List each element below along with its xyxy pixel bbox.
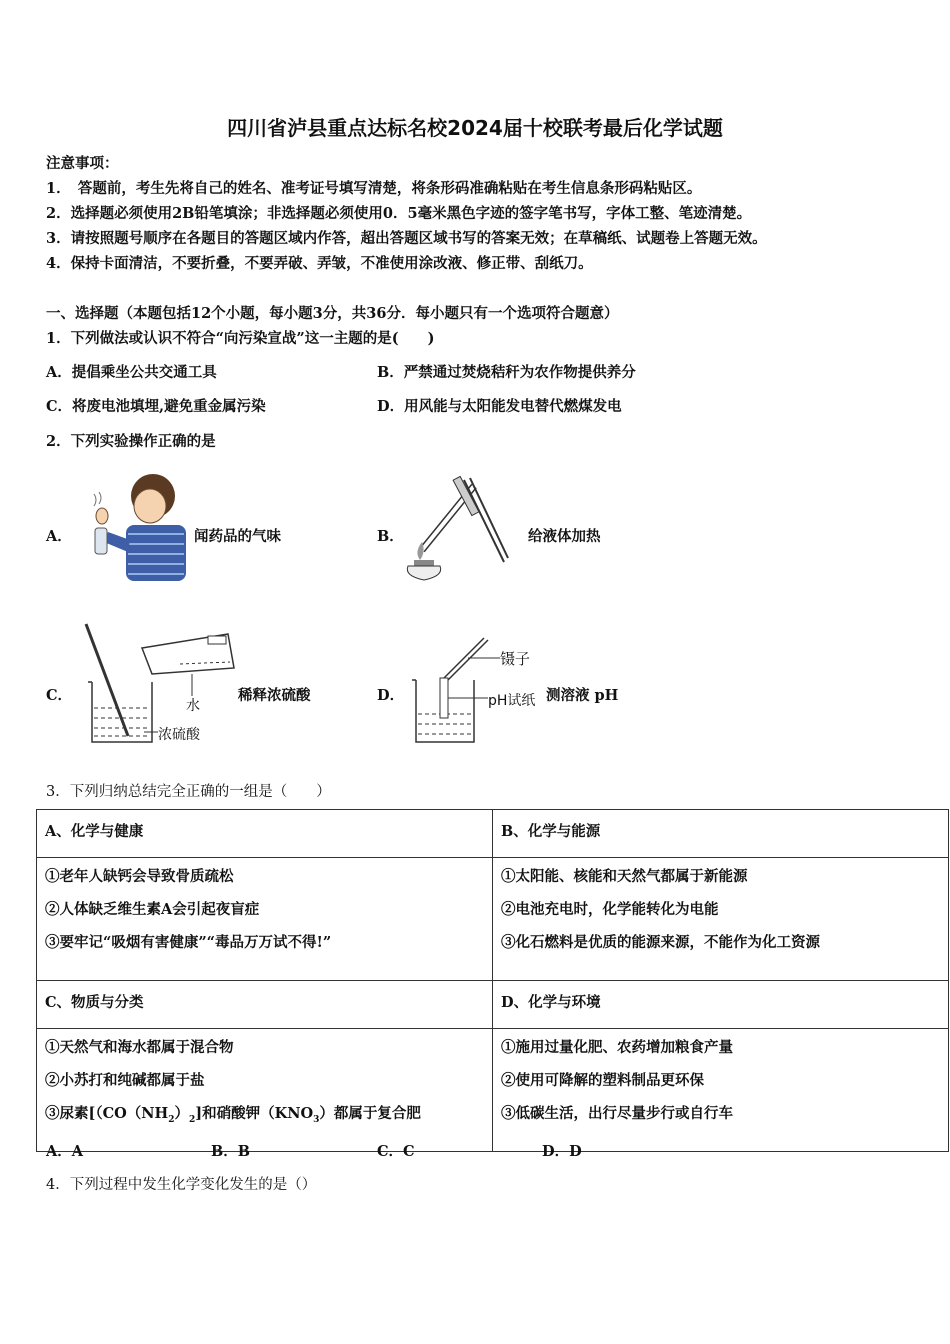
option-d: D．D xyxy=(542,1143,582,1160)
cell-line: ②使用可降解的塑料制品更环保 xyxy=(501,1072,704,1089)
option-c: C．C xyxy=(377,1143,415,1160)
option-b: B．B xyxy=(211,1143,251,1160)
cell-line: ①老年人缺钙会导致骨质疏松 xyxy=(45,868,234,885)
option-d-caption: 测溶液 pH xyxy=(546,687,619,704)
section-heading: 一、选择题（本题包括12个小题，每小题3分，共36分．每小题只有一个选项符合题意） xyxy=(46,305,619,322)
cell-line: ①施用过量化肥、农药增加粮食产量 xyxy=(501,1039,733,1056)
option-a-caption: 闻药品的气味 xyxy=(194,528,281,545)
cell-line: ③要牢记“吸烟有害健康”“毒品万万试不得!” xyxy=(45,934,332,951)
notice-item: 3．请按照题号顺序在各题目的答题区域内作答，超出答题区域书写的答案无效；在草稿纸、试题卷上答题无效。 xyxy=(46,230,767,247)
option-a-letter: A． xyxy=(46,528,72,545)
notice-item: 1． 答题前，考生先将自己的姓名、准考证号填写清楚，将条形码准确粘贴在考生信息条形码粘贴区。 xyxy=(46,180,702,197)
notice-item: 4．保持卡面清洁，不要折叠，不要弄破、弄皱，不准使用涂改液、修正带、刮纸刀。 xyxy=(46,255,593,272)
option-b: B．严禁通过焚烧秸秆为农作物提供养分 xyxy=(377,364,636,381)
label-tweezers: 镊子 xyxy=(500,650,531,668)
q3-table xyxy=(36,809,949,1152)
heating-figure xyxy=(404,472,516,584)
notice-heading: 注意事项： xyxy=(46,155,119,172)
option-c-caption: 稀释浓硫酸 xyxy=(238,687,311,704)
question-stem: 4．下列过程中发生化学变化发生的是（） xyxy=(46,1177,317,1193)
label-ph-paper: pH试纸 xyxy=(488,693,536,709)
cell-line-formula: ③尿素[$(CO(NH_2)_2]$和硝酸钾$(KNO_3)$都属于复合肥 xyxy=(45,1105,421,1125)
option-d: D．用风能与太阳能发电替代燃煤发电 xyxy=(377,398,622,415)
cell-b-head: B、化学与能源 xyxy=(493,810,949,858)
question-stem: 2．下列实验操作正确的是 xyxy=(46,433,216,450)
cell-c-head: C、物质与分类 xyxy=(37,981,493,1029)
cell-line: ①太阳能、核能和天然气都属于新能源 xyxy=(501,868,748,885)
cell-line: ②小苏打和纯碱都属于盐 xyxy=(45,1072,205,1089)
option-c: C．将废电池填埋,避免重金属污染 xyxy=(46,398,266,415)
cell-a-head: A、化学与健康 xyxy=(37,810,493,858)
question-stem: 3．下列归纳总结完全正确的一组是（ ） xyxy=(46,784,331,800)
label-acid: 浓硫酸 xyxy=(158,727,200,743)
option-d-letter: D． xyxy=(377,687,405,704)
option-b-caption: 给液体加热 xyxy=(528,528,601,545)
smell-figure xyxy=(90,470,190,582)
page-title: 四川省泸县重点达标名校2024届十校联考最后化学试题 xyxy=(227,116,723,140)
notice-item: 2．选择题必须使用2B铅笔填涂；非选择题必须使用0．5毫米黑色字迹的签字笔书写，字体工整、笔迹清楚。 xyxy=(46,205,752,222)
cell-line: ③低碳生活，出行尽量步行或自行车 xyxy=(501,1105,733,1122)
cell-line: ①天然气和海水都属于混合物 xyxy=(45,1039,234,1056)
option-a: A．提倡乘坐公共交通工具 xyxy=(46,364,217,381)
label-water: 水 xyxy=(186,698,200,714)
option-c-letter: C． xyxy=(46,687,73,704)
cell-line: ②电池充电时，化学能转化为电能 xyxy=(501,901,719,918)
cell-d-head: D、化学与环境 xyxy=(493,981,949,1029)
cell-line: ③化石燃料是优质的能源来源，不能作为化工资源 xyxy=(501,934,820,951)
question-stem: 1．下列做法或认识不符合“向污染宣战”这一主题的是( ) xyxy=(46,330,435,347)
option-b-letter: B． xyxy=(377,528,404,545)
cell-line: ②人体缺乏维生素A会引起夜盲症 xyxy=(45,901,260,918)
option-a: A．A xyxy=(46,1143,84,1160)
